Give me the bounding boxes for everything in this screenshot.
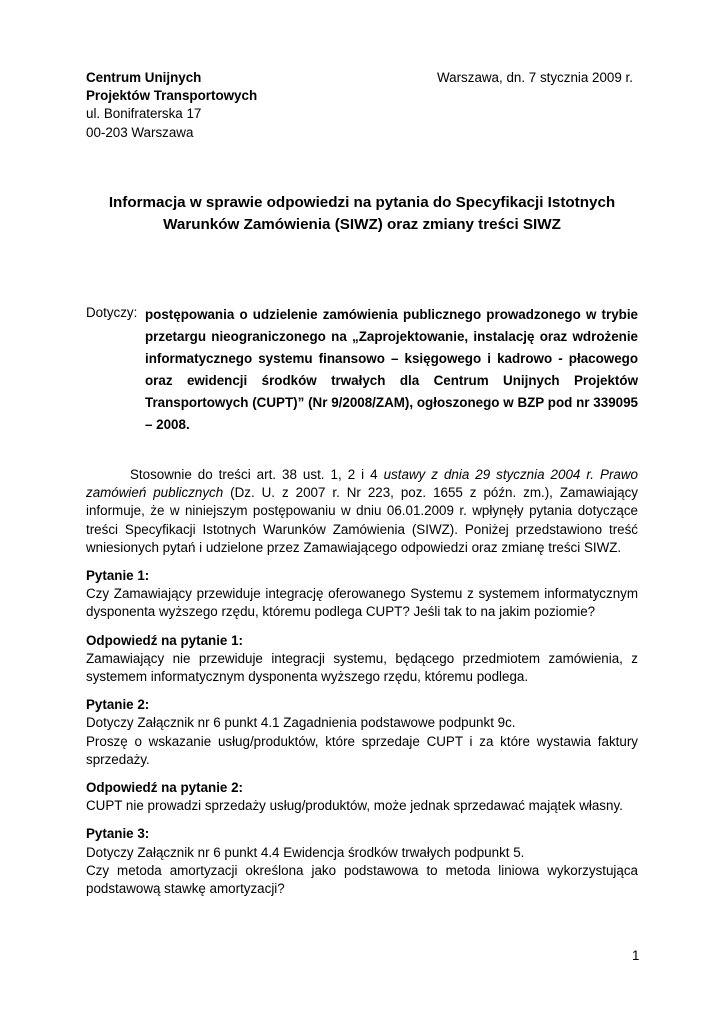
document-body	[86, 466, 638, 908]
regarding-label: Dotyczy:	[86, 305, 138, 320]
section-question-3	[86, 825, 638, 898]
section-line: Proszę o wskazanie usług/produktów, które sprzedaje CUPT i za które wystawia faktury sprzedaży.	[86, 733, 638, 767]
section-heading: Odpowiedź na pytanie 2:	[86, 780, 243, 796]
intro-text-1: Stosownie do treści art. 38 ust. 1, 2 i 4	[130, 467, 384, 482]
intro-text-2: (Dz. U. z 2007 r. Nr 223, poz. 1655 z późn. zm.), Zamawiający informuje, że w niniejszym postępowaniu w dniu 06.01.2009 r. wpłynęły pytania dotyczące treści Specyfikacji Istotnych Warunków Zamówienia (SIWZ). Poniżej przedstawiono treść wniesionych pytań i udzielone przez Zamawiającego odpowiedzi oraz zmianę treści SIWZ.	[86, 485, 638, 555]
section-answer-2	[86, 779, 638, 815]
section-line: Dotyczy Załącznik nr 6 punkt 4.1 Zagadnienia podstawowe podpunkt 9c.	[86, 715, 516, 731]
section-question-2	[86, 696, 638, 769]
section-answer-1	[86, 632, 638, 687]
sender-city: 00-203 Warszawa	[86, 124, 194, 140]
sender-name-line2: Projektów Transportowych	[86, 88, 258, 104]
page-number: 1	[632, 948, 640, 963]
intro-law-title: ustawy z dnia 29 stycznia 2004 r. Prawo zamówień publicznych	[86, 467, 638, 501]
sender-street: ul. Bonifraterska 17	[86, 106, 202, 122]
section-line: Czy Zamawiający przewiduje integrację oferowanego Systemu z systemem informatycznym dysponenta wyższego rzędu, któremu podlega CUPT? Jeśli tak to na jakim poziomie?	[86, 586, 638, 620]
section-question-1	[86, 567, 638, 622]
section-heading: Pytanie 2:	[86, 697, 150, 713]
regarding-text: postępowania o udzielenie zamówienia publicznego prowadzonego w trybie przetargu nieograniczonego na „Zaprojektowanie, instalację oraz wdrożenie informatycznego systemu finansowo – księgowego i kadrowo - płacowego oraz ewidencji środków trwałych dla Centrum Unijnych Projektów Transportowych (CUPT)” (Nr 9/2008/ZAM), ogłoszonego w BZP pod nr 339095 – 2008.	[145, 307, 638, 432]
section-line: Dotyczy Załącznik nr 6 punkt 4.4 Ewidencja środków trwałych podpunkt 5.	[86, 844, 525, 860]
section-line: Zamawiający nie przewiduje integracji systemu, będącego przedmiotem zamówienia, z systemem informatycznym dysponenta wyższego rzędu, któremu podlega.	[86, 650, 638, 685]
section-line: CUPT nie prowadzi sprzedaży usług/produktów, może jednak sprzedawać majątek własny.	[86, 798, 623, 814]
section-line: Czy metoda amortyzacji określona jako podstawowa to metoda liniowa wykorzystująca podstawową stawkę amortyzacji?	[86, 862, 638, 897]
document-title: Informacja w sprawie odpowiedzi na pytania do Specyfikacji Istotnych Warunków Zamówienia (SIWZ) oraz zmiany treści SIWZ	[108, 194, 616, 233]
intro-paragraph	[86, 466, 638, 557]
section-heading: Pytanie 3:	[86, 826, 150, 842]
section-heading: Pytanie 1:	[86, 568, 150, 584]
section-heading: Odpowiedź na pytanie 1:	[86, 632, 243, 648]
sender-name-line1: Centrum Unijnych	[86, 70, 202, 85]
document-date: Warszawa, dn. 7 stycznia 2009 r.	[437, 70, 633, 85]
sender-address	[86, 69, 257, 142]
